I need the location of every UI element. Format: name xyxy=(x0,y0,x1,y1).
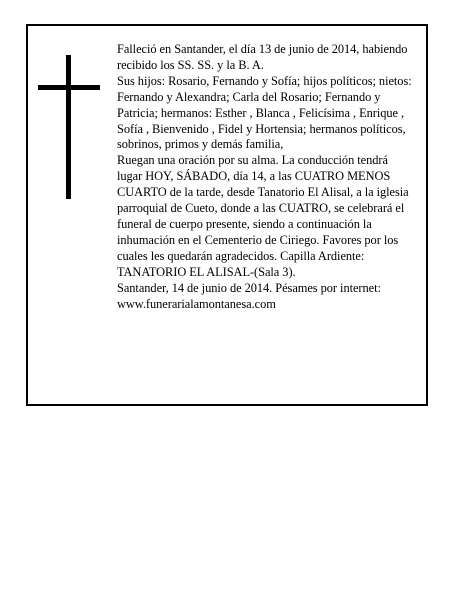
obituary-notice xyxy=(26,24,428,406)
place-date-condolences: Santander, 14 de junio de 2014. Pésames por internet: www.funerarialamontanesa.com xyxy=(117,280,381,311)
cross-icon xyxy=(38,55,100,199)
family-list: Sus hijos: Rosario, Fernando y Sofía; hijos políticos; nietos: Fernando y Alexandra; Carla del Rosario; Fernando y Patricia; hermanos: Esther , Blanca , Felicísima , Enrique , Sofía , Bienvenido , Fidel y Hortensia; hermanos políticos, sobrinos, primos y demás familia, xyxy=(117,73,412,152)
funeral-details: Ruegan una oración por su alma. La conducción tendrá lugar HOY, SÁBADO, día 14, a las CUATRO MENOS CUARTO de la tarde, desde Tanatorio El Alisal, a la iglesia parroquial de Cueto, donde a las CUATRO, se celebrará el funeral de cuerpo presente, siendo a continuación la inhumación en el Cementerio de Ciriego. Favores por los cuales les quedarán agradecidos. Capilla Ardiente: TANATORIO EL ALISAL-(Sala 3). xyxy=(117,153,409,279)
cross-vertical-bar xyxy=(66,55,71,199)
notice-body xyxy=(117,42,413,312)
cross-horizontal-bar xyxy=(38,85,100,90)
death-announcement: Falleció en Santander, el día 13 de junio de 2014, habiendo recibido los SS. SS. y la B. A. xyxy=(117,42,408,72)
